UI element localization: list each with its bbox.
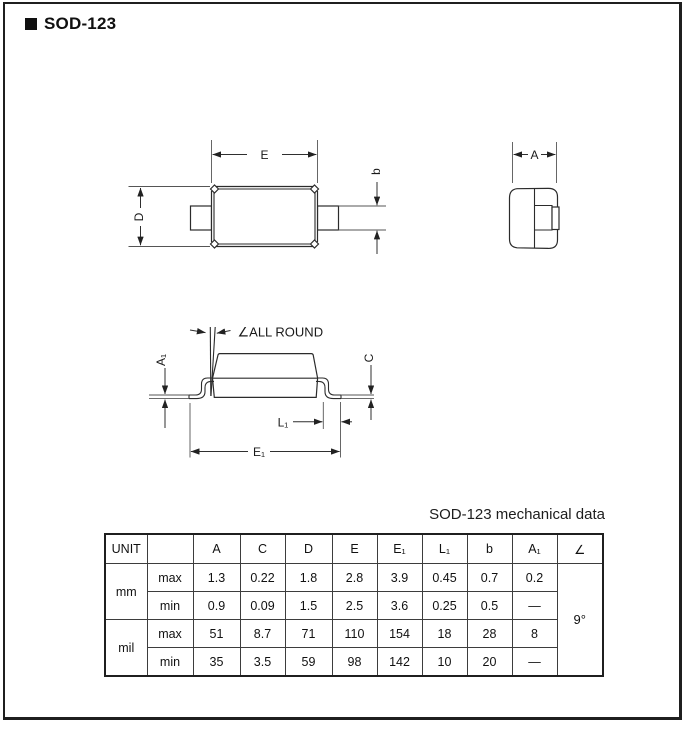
table-title: SOD-123 mechanical data (429, 506, 605, 523)
header-L1: L₁ (422, 534, 467, 564)
table-row-mm-min (105, 592, 603, 620)
header-C: C (240, 534, 285, 564)
value-cell: 110 (332, 620, 377, 648)
limit-cell: max (147, 620, 193, 648)
table-row-mil-max (105, 620, 603, 648)
header-E1: E₁ (377, 534, 422, 564)
unit-cell-mm: mm (105, 564, 147, 620)
value-cell: 1.8 (285, 564, 332, 592)
dim-label-e1: E₁ (252, 444, 266, 459)
value-cell: 3.5 (240, 648, 285, 677)
top-view (129, 140, 387, 254)
value-cell: 0.7 (467, 564, 512, 592)
table-header-row (105, 534, 603, 564)
value-cell: 20 (467, 648, 512, 677)
dim-label-c: C (362, 353, 376, 363)
dim-E1 (190, 403, 340, 459)
value-cell: 35 (193, 648, 240, 677)
limit-cell: min (147, 648, 193, 677)
header-A: A (193, 534, 240, 564)
value-cell: 0.22 (240, 564, 285, 592)
value-cell: — (512, 592, 557, 620)
dim-A (513, 142, 557, 183)
value-cell: 2.5 (332, 592, 377, 620)
dim-b (339, 168, 387, 254)
dim-C (362, 353, 376, 420)
value-cell: 142 (377, 648, 422, 677)
header-limit (147, 534, 193, 564)
table-row-mil-min (105, 648, 603, 677)
value-cell: 0.45 (422, 564, 467, 592)
dim-E (212, 140, 318, 183)
page-title-text: SOD-123 (44, 14, 117, 33)
dim-A1 (154, 354, 168, 428)
dim-label-a: A (530, 147, 539, 162)
top-view-body (211, 185, 319, 248)
value-cell: 0.2 (512, 564, 557, 592)
value-cell: 18 (422, 620, 467, 648)
value-cell: 71 (285, 620, 332, 648)
dim-label-d: D (132, 212, 146, 222)
end-view (510, 142, 560, 248)
value-cell: 0.25 (422, 592, 467, 620)
dim-label-e: E (260, 147, 269, 162)
header-D: D (285, 534, 332, 564)
dim-label-l1: L₁ (277, 415, 289, 430)
value-cell: 0.09 (240, 592, 285, 620)
value-cell: 59 (285, 648, 332, 677)
value-cell: 2.8 (332, 564, 377, 592)
mechanical-data-table (104, 533, 604, 677)
value-cell: 3.9 (377, 564, 422, 592)
header-unit: UNIT (105, 534, 147, 564)
side-view-body (213, 354, 318, 398)
limit-cell: min (147, 592, 193, 620)
header-angle: ∠ (557, 534, 603, 564)
value-cell: 98 (332, 648, 377, 677)
value-cell: 154 (377, 620, 422, 648)
limit-cell: max (147, 564, 193, 592)
value-cell: 8.7 (240, 620, 285, 648)
angle-note: ∠ALL ROUND (237, 324, 324, 340)
end-view-lead (552, 207, 559, 230)
dim-label-a1: A₁ (154, 353, 168, 367)
value-cell: 51 (193, 620, 240, 648)
dim-L1 (278, 402, 352, 458)
value-cell: 28 (467, 620, 512, 648)
end-view-body (510, 188, 560, 248)
value-cell: 3.6 (377, 592, 422, 620)
value-cell: 0.9 (193, 592, 240, 620)
value-cell: 8 (512, 620, 557, 648)
value-cell: 1.5 (285, 592, 332, 620)
table-row-mm-max (105, 564, 603, 592)
value-cell: 1.3 (193, 564, 240, 592)
value-cell: — (512, 648, 557, 677)
header-A1: A₁ (512, 534, 557, 564)
side-view (149, 325, 376, 459)
dim-label-b: b (369, 168, 383, 175)
header-E: E (332, 534, 377, 564)
angle-value-cell: 9° (557, 564, 603, 677)
value-cell: 0.5 (467, 592, 512, 620)
unit-cell-mil: mil (105, 620, 147, 677)
header-b: b (467, 534, 512, 564)
value-cell: 10 (422, 648, 467, 677)
